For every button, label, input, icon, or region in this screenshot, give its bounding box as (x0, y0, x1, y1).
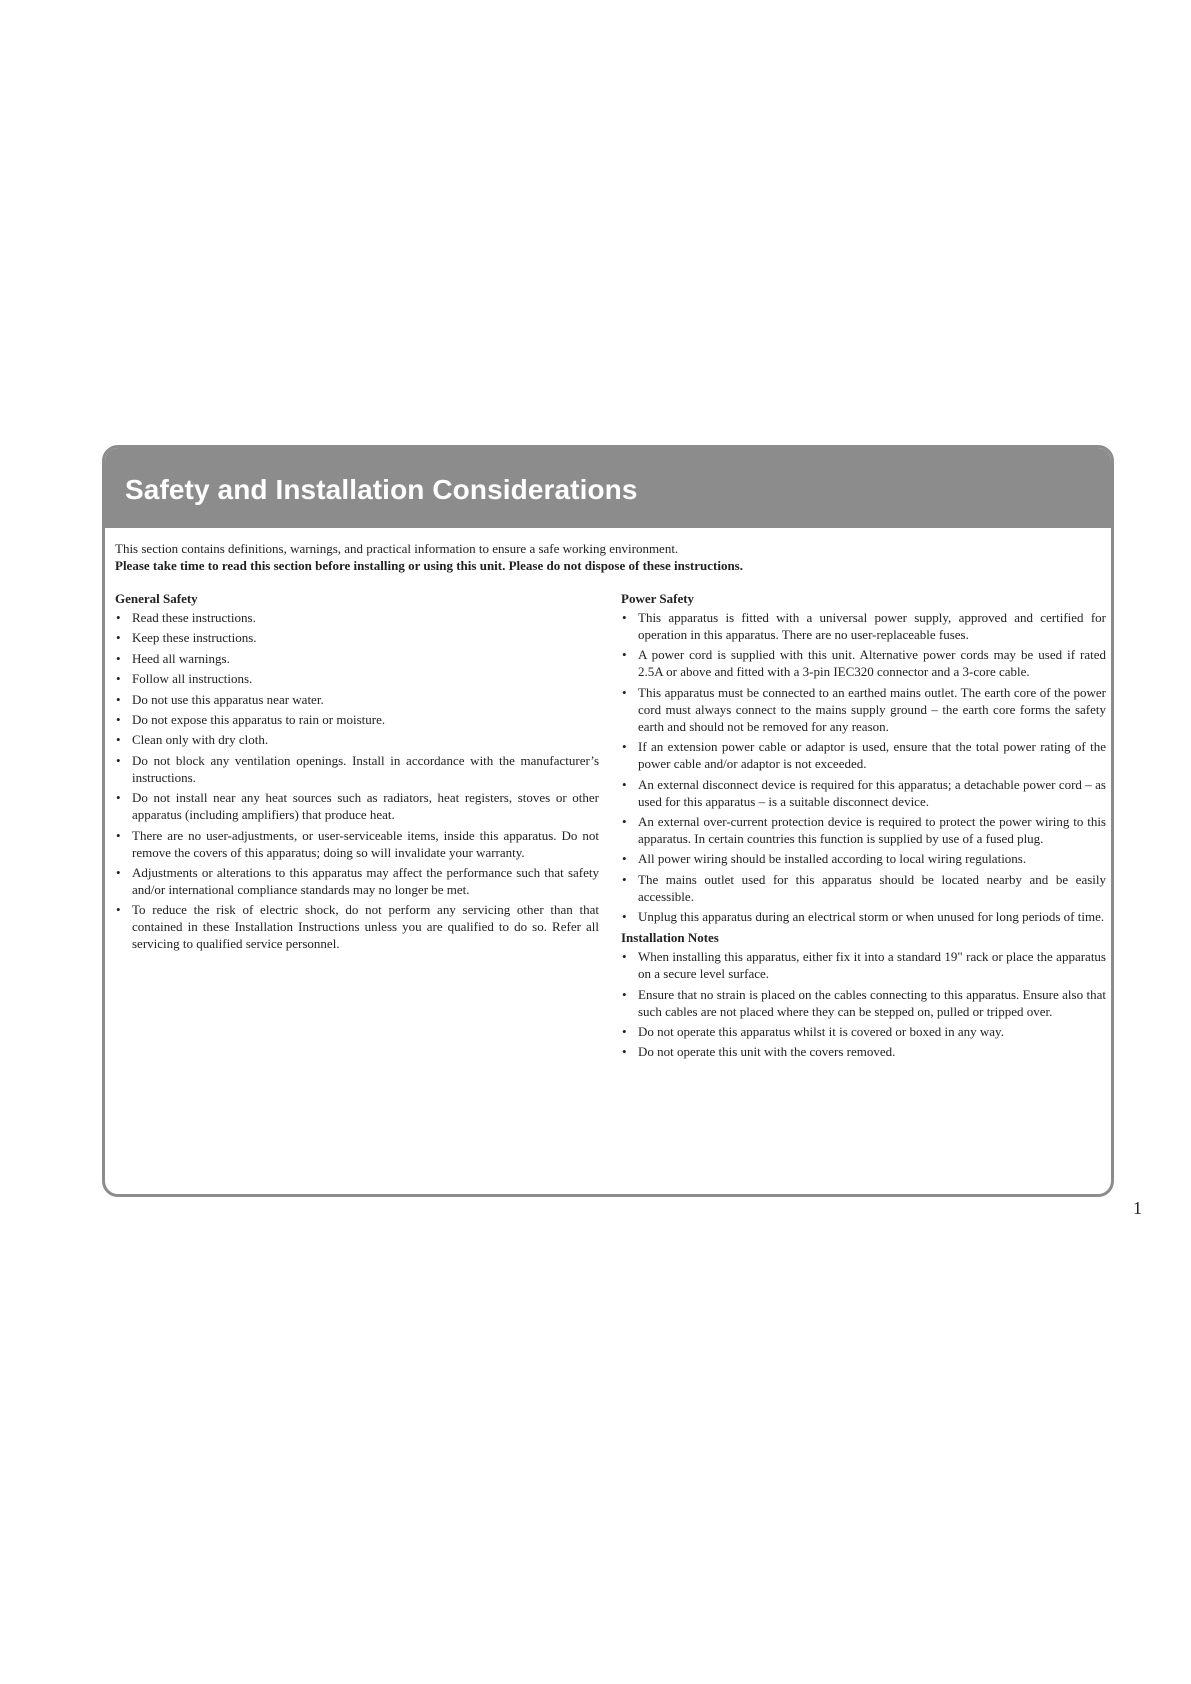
left-column (115, 590, 599, 1064)
list-item: • Ensure that no strain is placed on the cables connecting to this apparatus. Ensure also that such cables are not placed where they can be stepped on, pulled or tripped over. (621, 986, 1106, 1020)
power-safety-list (621, 609, 1106, 925)
list-item: • Do not use this apparatus near water. (115, 691, 599, 708)
list-item: • An external over-current protection device is required to protect the power wiring to this apparatus. In certain countries this function is supplied by use of a fused plug. (621, 813, 1106, 847)
list-item: • Do not operate this apparatus whilst it is covered or boxed in any way. (621, 1023, 1106, 1040)
intro (105, 528, 1111, 574)
list-item: • Do not expose this apparatus to rain or moisture. (115, 711, 599, 728)
list-item: • An external disconnect device is required for this apparatus; a detachable power cord – as used for this apparatus – is a suitable disconnect device. (621, 776, 1106, 810)
list-item: • There are no user-adjustments, or user-serviceable items, inside this apparatus. Do not remove the covers of this apparatus; doing so will invalidate your warranty. (115, 827, 599, 861)
title-banner (105, 448, 1111, 528)
list-item: • Unplug this apparatus during an electrical storm or when unused for long periods of time. (621, 908, 1106, 925)
page-number: 1 (1133, 1198, 1142, 1218)
power-safety-heading: Power Safety (621, 591, 695, 606)
list-item: • Follow all instructions. (115, 670, 599, 687)
right-column (621, 590, 1106, 1064)
list-item: • Do not block any ventilation openings. Install in accordance with the manufacturer’s instructions. (115, 752, 599, 786)
page-title: Safety and Installation Considerations (125, 474, 638, 505)
list-item: • Do not install near any heat sources such as radiators, heat registers, stoves or other apparatus (including amplifiers) that produce heat. (115, 789, 599, 823)
intro-warning: Please take time to read this section before installing or using this unit. Please do not dispose of these instructions. (115, 558, 743, 573)
list-item: • Clean only with dry cloth. (115, 731, 599, 748)
list-item: • This apparatus must be connected to an earthed mains outlet. The earth core of the power cord must always connect to the mains supply ground – the earth core forms the safety earth and should not be removed for any reason. (621, 684, 1106, 735)
list-item: • Heed all warnings. (115, 650, 599, 667)
list-item: • Adjustments or alterations to this apparatus may affect the performance such that safety and/or international compliance standards may no longer be met. (115, 864, 599, 898)
safety-panel (102, 445, 1114, 1197)
list-item: • A power cord is supplied with this unit. Alternative power cords may be used if rated 2.5A or above and fitted with a 3-pin IEC320 connector and a 3-core cable. (621, 646, 1106, 680)
list-item: • Do not operate this unit with the covers removed. (621, 1043, 1106, 1060)
intro-text: This section contains definitions, warnings, and practical information to ensure a safe working environment. (115, 541, 679, 556)
list-item: • The mains outlet used for this apparatus should be located nearby and be easily accessible. (621, 871, 1106, 905)
list-item: • Keep these instructions. (115, 629, 599, 646)
content-columns (105, 574, 1111, 1064)
list-item: • To reduce the risk of electric shock, do not perform any servicing other than that contained in these Installation Instructions unless you are qualified to do so. Refer all servicing to qualified service personnel. (115, 901, 599, 952)
installation-notes-heading: Installation Notes (621, 930, 719, 946)
general-safety-list (115, 609, 599, 952)
list-item: • This apparatus is fitted with a universal power supply, approved and certified for operation in this apparatus. There are no user-replaceable fuses. (621, 609, 1106, 643)
list-item: • Read these instructions. (115, 609, 599, 626)
list-item: • All power wiring should be installed according to local wiring regulations. (621, 850, 1106, 867)
list-item: • When installing this apparatus, either fix it into a standard 19" rack or place the apparatus on a secure level surface. (621, 948, 1106, 982)
installation-notes-list (621, 948, 1106, 1060)
general-safety-heading: General Safety (115, 591, 198, 606)
list-item: • If an extension power cable or adaptor is used, ensure that the total power rating of the power cable and/or adaptor is not exceeded. (621, 738, 1106, 772)
